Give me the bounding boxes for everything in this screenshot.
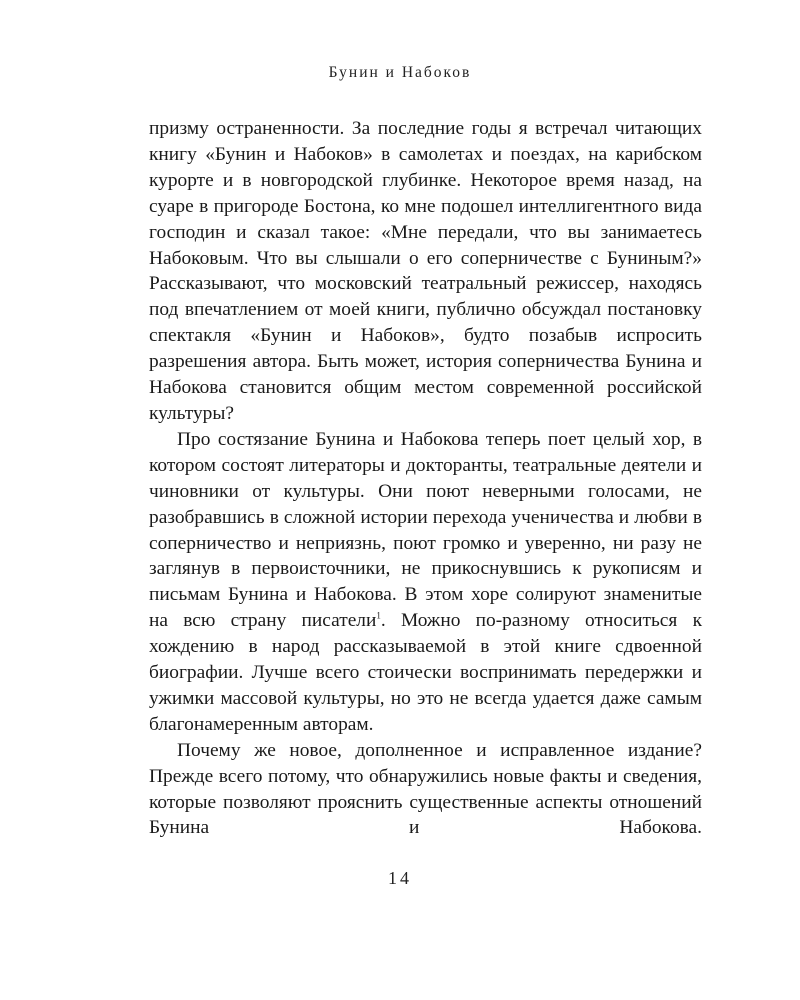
paragraph-2-text-after-note: . Можно по-разному относиться к хождению в народ рассказываемой в этой книге сдвоенной биографии. Лучше всего стоически воспринимать передержки и ужимки массовой культуры, но это не всегда удается даже самым благонамеренным авторам. (149, 610, 702, 735)
body-text (149, 116, 702, 841)
footnote-marker[interactable]: 1 (376, 610, 381, 621)
paragraph-2-text-before-note: Про состязание Бунина и Набокова теперь поет целый хор, в котором состоят литераторы и докторанты, театральные деятели и чиновники от культуры. Они поют неверными голосами, не разобравшись в сложной истории перехода ученичества и любви в соперничество и неприязнь, поют громко и уверенно, ни разу не заглянув в первоисточники, не прикоснувшись к рукописям и письмам Бунина и Набокова. В этом хоре солируют знаменитые на всю страну писатели (149, 428, 702, 632)
running-head: Бунин и Набоков (328, 64, 472, 81)
page-number: 14 (388, 868, 412, 888)
paragraph-3: Почему же новое, дополненное и исправленное издание? Прежде всего потому, что обнаружились новые факты и сведения, которые позволяют прояснить существенные аспекты отношений Бунина и Набокова. (149, 739, 702, 839)
paragraph-2 (149, 427, 702, 738)
paragraph-1: призму остраненности. За последние годы я встречал читающих книгу «Бунин и Набоков» в самолетах и поездах, на карибском курорте и в новгородской глубинке. Некоторое время назад, на суаре в пригороде Бостона, ко мне подошел интеллигентного вида господин и сказал такое: «Мне передали, что вы занимаетесь Набоковым. Что вы слышали о его соперничестве с Буниным?» Рассказывают, что московский театральный режиссер, находясь под впечатлением от моей книги, публично обсуждал постановку спектакля «Бунин и Набоков», будто позабыв испросить разрешения автора. Быть может, история соперничества Бунина и Набокова становится общим местом современной российской культуры? (149, 118, 702, 424)
